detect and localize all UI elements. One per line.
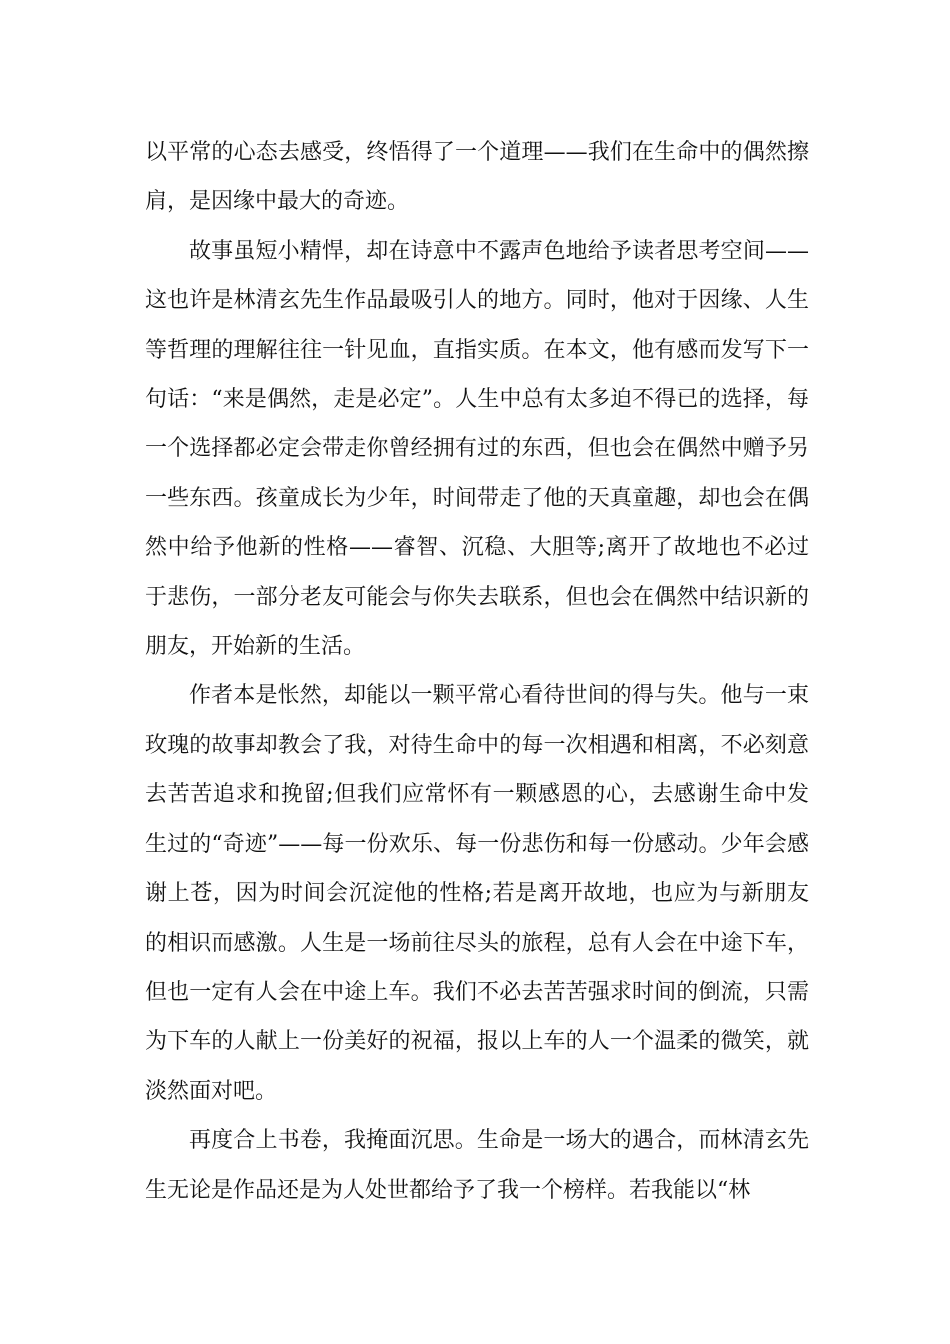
- paragraph: 故事虽短小精悍，却在诗意中不露声色地给予读者思考空间——这也许是林清玄先生作品最吸引人的地方。同时，他对于因缘、人生等哲理的理解往往一针见血，直指实质。在本文，他有感而发写下一句话：“来是偶然，走是必定”。人生中总有太多迫不得已的选择，每一个选择都必定会带走你曾经拥有过的东西，但也会在偶然中赠予另一些东西。孩童成长为少年，时间带走了他的天真童趣，却也会在偶然中给予他新的性格——睿智、沉稳、大胆等;离开了故地也不必过于悲伤，一部分老友可能会与你失去联系，但也会在偶然中结识新的朋友，开始新的生活。: [145, 238, 809, 660]
- paragraph: 作者本是怅然，却能以一颗平常心看待世间的得与失。他与一束玫瑰的故事却教会了我，对待生命中的每一次相遇和相离，不必刻意去苦苦追求和挽留;但我们应常怀有一颗感恩的心，去感谢生命中发生过的“奇迹”——每一份欢乐、每一份悲伤和每一份感动。少年会感谢上苍，因为时间会沉淀他的性格;若是离开故地，也应为与新朋友的相识而感激。人生是一场前往尽头的旅程，总有人会在中途下车，但也一定有人会在中途上车。我们不必去苦苦强求时间的倒流，只需为下车的人献上一份美好的祝福，报以上车的人一个温柔的微笑，就淡然面对吧。: [145, 683, 809, 1104]
- paragraph-continuation: 以平常的心态去感受，终悟得了一个道理——我们在生命中的偶然擦肩，是因缘中最大的奇迹。: [145, 140, 809, 215]
- document-body: [145, 128, 809, 1215]
- paragraph: 再度合上书卷，我掩面沉思。生命是一场大的遇合，而林清玄先生无论是作品还是为人处世都给予了我一个榜样。若我能以“林: [145, 1128, 809, 1203]
